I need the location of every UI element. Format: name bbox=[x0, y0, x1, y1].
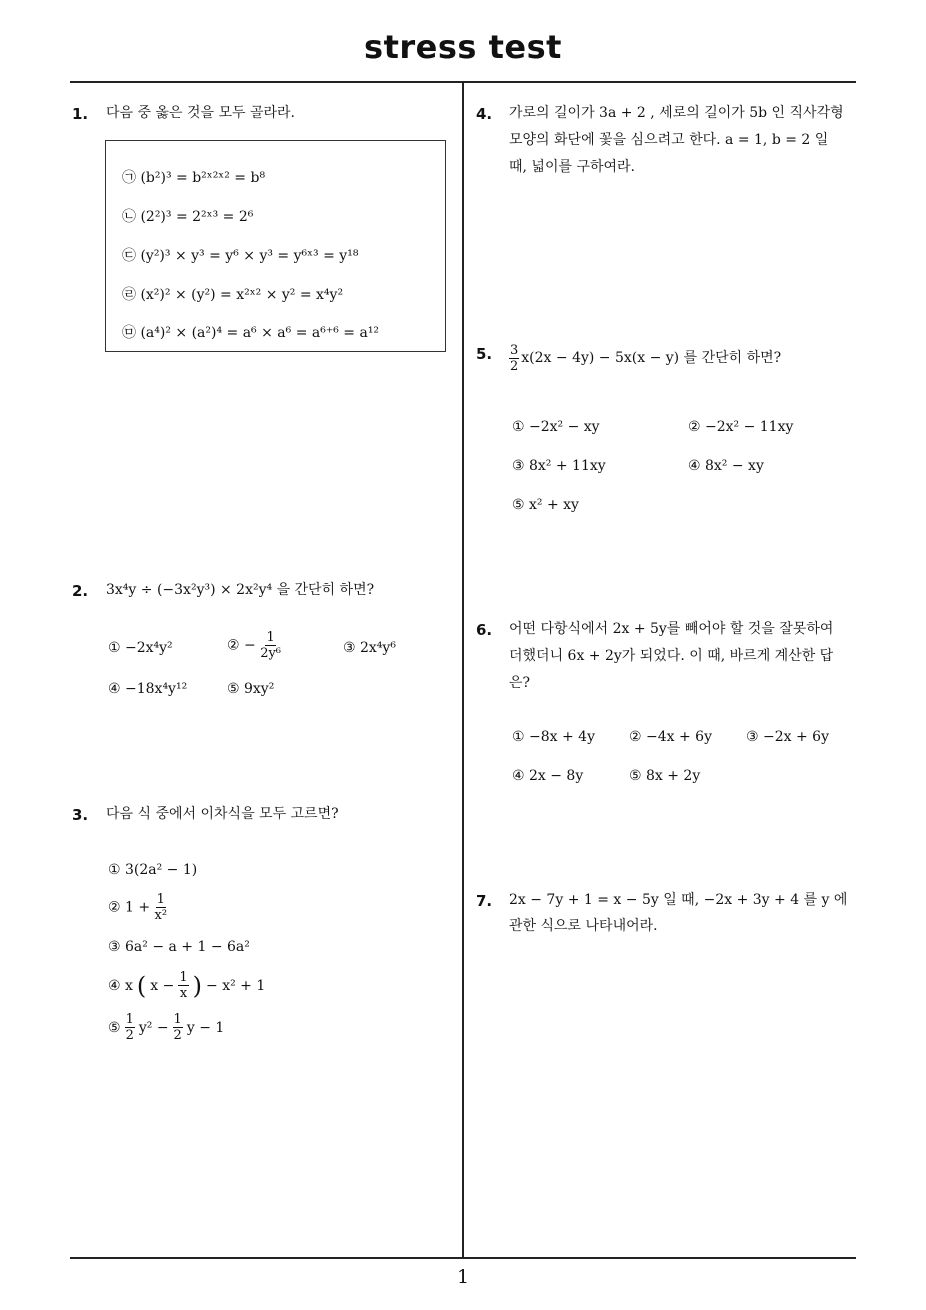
option-1: ① −8x + 4y bbox=[512, 729, 595, 745]
question-6-line: 은? bbox=[509, 675, 531, 691]
option-5-suffix: y − 1 bbox=[186, 1019, 225, 1036]
question-number-3: 3. bbox=[72, 806, 89, 824]
fraction-denominator: 2 bbox=[173, 1028, 182, 1043]
question-number-7: 7. bbox=[476, 892, 493, 910]
fraction-denominator: x bbox=[179, 986, 188, 1001]
question-5-expression: x(2x − 4y) − 5x(x − y) 를 간단히 하면? bbox=[521, 350, 782, 366]
question-1-text: 다음 중 옳은 것을 모두 골라라. bbox=[106, 105, 295, 121]
option-4-suffix: − x² + 1 bbox=[206, 977, 266, 994]
option-4: ④ −18x⁴y¹² bbox=[108, 681, 188, 697]
fraction-numerator: 1 bbox=[266, 630, 275, 645]
option-2-prefix: ② − bbox=[227, 637, 256, 654]
fraction-denominator: 2 bbox=[125, 1028, 134, 1043]
option-4 bbox=[108, 970, 265, 1001]
question-6-line: 어떤 다항식에서 2x + 5y를 빼어야 할 것을 잘못하여 bbox=[509, 621, 834, 637]
fraction-denominator: x² bbox=[154, 908, 168, 923]
statement-item: ㉢ (y²)³ × y³ = y⁶ × y³ = y⁶ˣ³ = y¹⁸ bbox=[122, 248, 359, 264]
fraction bbox=[260, 630, 281, 661]
bottom-rule bbox=[70, 1257, 856, 1259]
right-paren: ) bbox=[192, 971, 203, 1000]
fraction bbox=[125, 1012, 135, 1043]
fraction bbox=[155, 892, 168, 923]
question-3-text: 다음 식 중에서 이차식을 모두 고르면? bbox=[106, 806, 339, 822]
option-2 bbox=[227, 630, 281, 661]
fraction-numerator: 3 bbox=[510, 343, 519, 358]
question-7-line: 관한 식으로 나타내어라. bbox=[509, 918, 658, 934]
left-paren: ( bbox=[136, 971, 147, 1000]
fraction-numerator: 1 bbox=[179, 970, 188, 985]
option-5 bbox=[108, 1012, 224, 1043]
option-5: ⑤ 9xy² bbox=[227, 681, 275, 697]
option-2: ② −4x + 6y bbox=[629, 729, 712, 745]
question-number-1: 1. bbox=[72, 105, 89, 123]
question-7-line: 2x − 7y + 1 = x − 5y 일 때, −2x + 3y + 4 를 y 에 bbox=[509, 892, 848, 908]
question-4-line: 가로의 길이가 3a + 2 , 세로의 길이가 5b 인 직사각형 bbox=[509, 105, 844, 121]
question-4-line: 때, 넓이를 구하여라. bbox=[509, 159, 635, 175]
option-4-prefix: ④ x bbox=[108, 977, 133, 994]
statement-box bbox=[105, 140, 446, 352]
statement-item: ㉤ (a⁴)² × (a²)⁴ = a⁶ × a⁶ = a⁶⁺⁶ = a¹² bbox=[122, 325, 380, 341]
question-5-text bbox=[509, 343, 781, 374]
fraction bbox=[173, 1012, 183, 1043]
statement-item: ㉣ (x²)² × (y²) = x²ˣ² × y² = x⁴y² bbox=[122, 287, 344, 303]
option-5: ⑤ 8x + 2y bbox=[629, 768, 701, 784]
option-2 bbox=[108, 892, 167, 923]
option-4: ④ 2x − 8y bbox=[512, 768, 584, 784]
option-5: ⑤ x² + xy bbox=[512, 497, 579, 513]
fraction-numerator: 1 bbox=[125, 1012, 134, 1027]
option-3: ③ 2x⁴y⁶ bbox=[343, 640, 396, 656]
column-divider bbox=[462, 83, 464, 1258]
question-4-line: 모양의 화단에 꽃을 심으려고 한다. a = 1, b = 2 일 bbox=[509, 132, 829, 148]
fraction-denominator: 2y⁶ bbox=[260, 646, 282, 661]
question-number-5: 5. bbox=[476, 345, 493, 363]
fraction-numerator: 1 bbox=[173, 1012, 182, 1027]
statement-item: ㉡ (2²)³ = 2²ˣ³ = 2⁶ bbox=[122, 209, 254, 225]
option-4-inner: x − bbox=[150, 977, 175, 994]
option-1: ① −2x² − xy bbox=[512, 419, 600, 435]
fraction-denominator: 2 bbox=[510, 359, 519, 374]
question-6-line: 더했더니 6x + 2y가 되었다. 이 때, 바르게 계산한 답 bbox=[509, 648, 834, 664]
fraction bbox=[509, 343, 519, 374]
option-5-prefix: ⑤ bbox=[108, 1019, 121, 1036]
statement-item: ㉠ (b²)³ = b²ˣ²ˣ² = b⁸ bbox=[122, 170, 266, 186]
question-number-6: 6. bbox=[476, 621, 493, 639]
option-1: ① 3(2a² − 1) bbox=[108, 862, 198, 878]
question-number-4: 4. bbox=[476, 105, 493, 123]
fraction bbox=[178, 970, 188, 1001]
option-3: ③ 6a² − a + 1 − 6a² bbox=[108, 939, 250, 955]
option-1: ① −2x⁴y² bbox=[108, 640, 173, 656]
question-2-text: 3x⁴y ÷ (−3x²y³) × 2x²y⁴ 을 간단히 하면? bbox=[106, 582, 375, 598]
question-number-2: 2. bbox=[72, 582, 89, 600]
option-2-prefix: ② 1 + bbox=[108, 899, 151, 916]
fraction-numerator: 1 bbox=[156, 892, 165, 907]
option-5-middle: y² − bbox=[138, 1019, 169, 1036]
option-4: ④ 8x² − xy bbox=[688, 458, 764, 474]
option-3: ③ 8x² + 11xy bbox=[512, 458, 606, 474]
option-3: ③ −2x + 6y bbox=[746, 729, 829, 745]
page-title: stress test bbox=[364, 28, 562, 66]
option-2: ② −2x² − 11xy bbox=[688, 419, 794, 435]
page-number: 1 bbox=[456, 1266, 470, 1288]
